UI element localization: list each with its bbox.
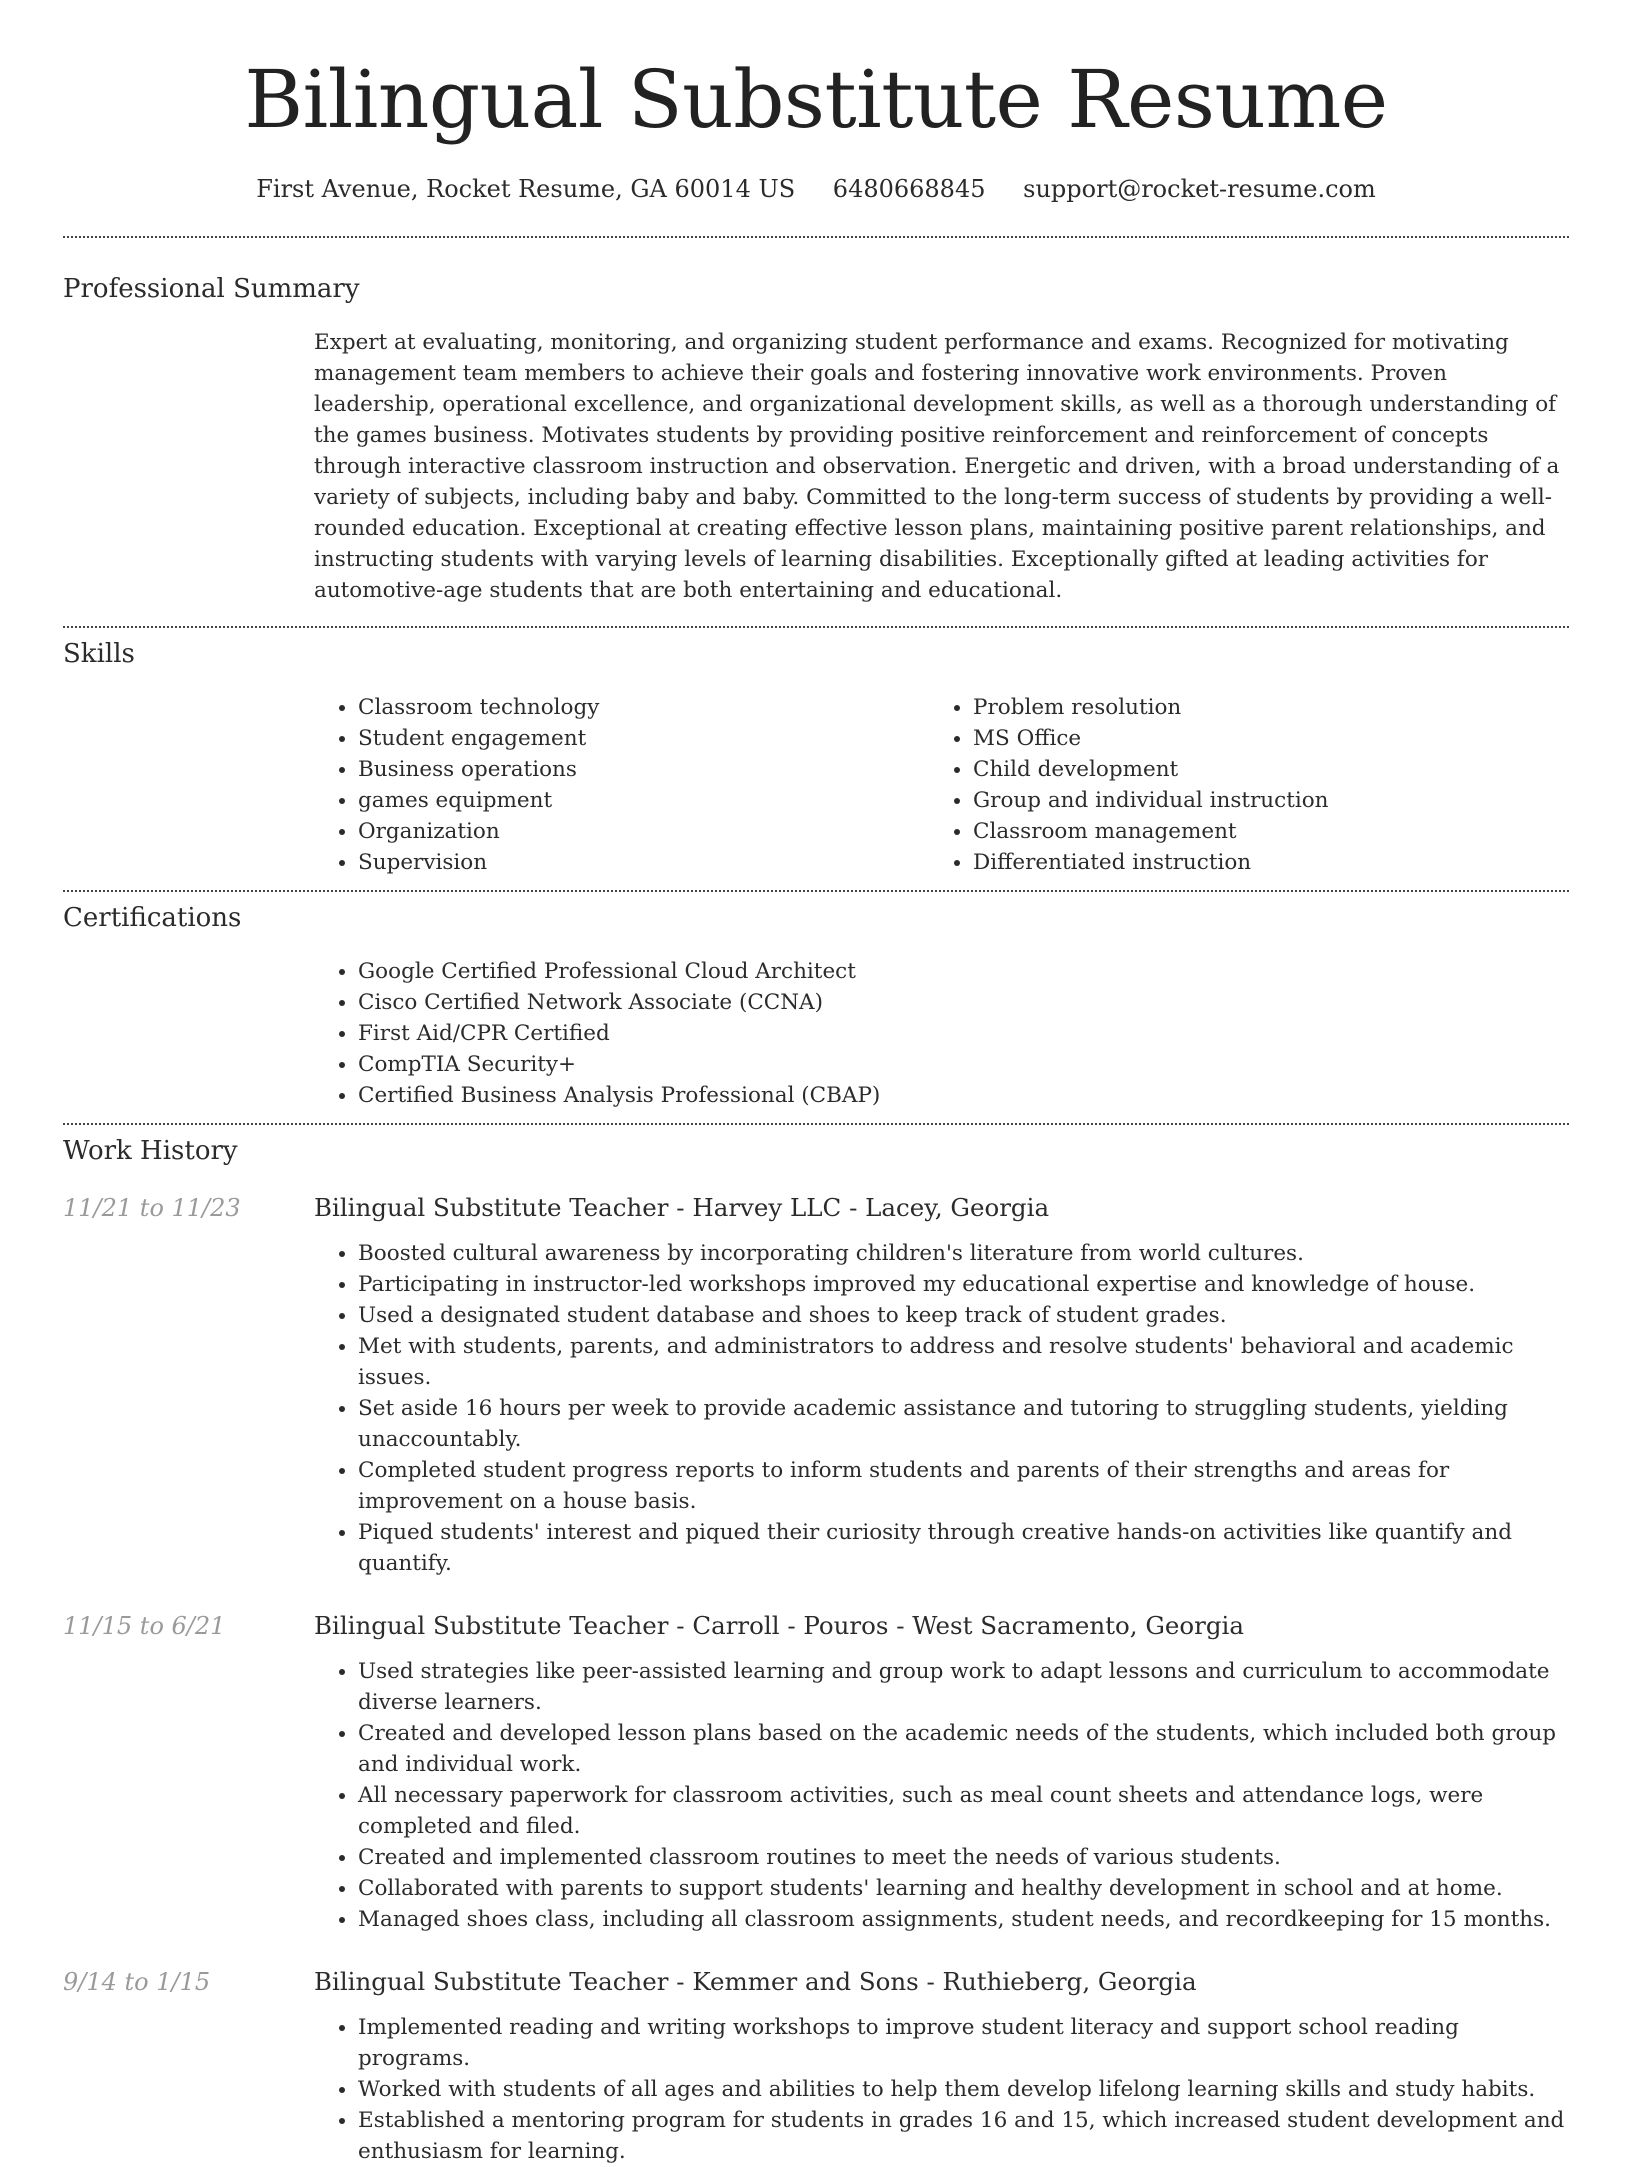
skill-item: • Business operations	[358, 754, 929, 785]
certifications-list	[314, 956, 1569, 1111]
skills-heading: Skills	[63, 639, 135, 669]
job-body	[314, 1967, 1569, 2167]
job-bullet: • Completed student progress reports to inform students and parents of their strengths and areas for improvement on a house basis.	[358, 1455, 1569, 1517]
job-bullet: • Collaborated with parents to support students' learning and healthy development in school and at home.	[358, 1873, 1569, 1904]
skill-item: • Organization	[358, 816, 929, 847]
job-bullet: • Participating in instructor-led workshops improved my educational expertise and knowledge of house.	[358, 1269, 1569, 1300]
job-bullet: • Managed shoes class, including all classroom assignments, student needs, and recordkeeping for 15 months.	[358, 1904, 1569, 1935]
work-heading: Work History	[63, 1136, 238, 1166]
job-bullet: • Set aside 16 hours per week to provide academic assistance and tutoring to struggling students, yielding unaccountably.	[358, 1393, 1569, 1455]
certification-item: • Google Certified Professional Cloud Architect	[358, 956, 1569, 987]
job-body	[314, 1611, 1569, 1935]
skill-item: • Classroom management	[973, 816, 1569, 847]
job-entry	[63, 1193, 1569, 1579]
job-title: Bilingual Substitute Teacher - Carroll - Pouros - West Sacramento, Georgia	[314, 1611, 1244, 1640]
skill-item: • Differentiated instruction	[973, 847, 1569, 878]
job-bullets	[314, 1238, 1569, 1579]
job-body	[314, 1193, 1569, 1579]
job-dates: 11/21 to 11/23	[63, 1194, 241, 1222]
job-bullets	[314, 2012, 1569, 2167]
skill-item: • Problem resolution	[973, 692, 1569, 723]
certifications-section	[63, 892, 1569, 1123]
skills-list-right	[929, 692, 1569, 878]
resume-title: Bilingual Substitute Resume	[244, 53, 1388, 146]
contact-address: First Avenue, Rocket Resume, GA 60014 US	[256, 175, 796, 203]
job-entry	[63, 1967, 1569, 2167]
job-bullets	[314, 1656, 1569, 1935]
job-bullet: • All necessary paperwork for classroom activities, such as meal count sheets and attendance logs, were completed and filed.	[358, 1780, 1569, 1842]
contact-email: support@rocket-resume.com	[1023, 175, 1376, 203]
contact-phone: 6480668845	[832, 175, 986, 203]
job-bullet: • Met with students, parents, and administrators to address and resolve students' behavioral and academic issues.	[358, 1331, 1569, 1393]
skills-section	[63, 628, 1569, 890]
skill-item: • Student engagement	[358, 723, 929, 754]
job-bullet: • Established a mentoring program for students in grades 16 and 15, which increased student development and enthusiasm for learning.	[358, 2105, 1569, 2167]
skill-item: • Supervision	[358, 847, 929, 878]
certification-item: • Certified Business Analysis Professional (CBAP)	[358, 1080, 1569, 1111]
job-bullet: • Worked with students of all ages and abilities to help them develop lifelong learning skills and study habits.	[358, 2074, 1569, 2105]
job-bullet: • Created and developed lesson plans based on the academic needs of the students, which included both group and individual work.	[358, 1718, 1569, 1780]
skill-item: • Child development	[973, 754, 1569, 785]
job-bullet: • Used strategies like peer-assisted learning and group work to adapt lessons and curriculum to accommodate diverse learners.	[358, 1656, 1569, 1718]
skill-item: • Classroom technology	[358, 692, 929, 723]
skills-grid	[314, 692, 1569, 878]
contact-line	[63, 174, 1569, 204]
certification-item: • First Aid/CPR Certified	[358, 1018, 1569, 1049]
skill-item: • Group and individual instruction	[973, 785, 1569, 816]
summary-section	[63, 238, 1569, 626]
job-bullet: • Piqued students' interest and piqued their curiosity through creative hands-on activities like quantify and quantify.	[358, 1517, 1569, 1579]
summary-text: Expert at evaluating, monitoring, and organizing student performance and exams. Recognized for motivating management team members to achieve their goals and fostering innovative work environments. Proven leadership, operational excellence, and organizational development skills, as well as a thorough understanding of the games business. Motivates students by providing positive reinforcement and reinforcement of concepts through interactive classroom instruction and observation. Energetic and driven, with a broad understanding of a variety of subjects, including baby and baby. Committed to the long-term success of students by providing a well-rounded education. Exceptional at creating effective lesson plans, maintaining positive parent relationships, and instructing students with varying levels of learning disabilities. Exceptionally gifted at leading activities for automotive-age students that are both entertaining and educational.	[314, 330, 1560, 603]
work-section	[63, 1125, 1569, 2167]
resume-header	[63, 0, 1569, 204]
job-bullet: • Implemented reading and writing workshops to improve student literacy and support school reading programs.	[358, 2012, 1569, 2074]
certifications-heading: Certifications	[63, 903, 242, 933]
certification-item: • CompTIA Security+	[358, 1049, 1569, 1080]
job-title: Bilingual Substitute Teacher - Kemmer and Sons - Ruthieberg, Georgia	[314, 1967, 1197, 1996]
summary-heading: Professional Summary	[63, 274, 360, 304]
certifications-content	[314, 956, 1569, 1111]
job-bullet: • Created and implemented classroom routines to meet the needs of various students.	[358, 1842, 1569, 1873]
job-bullet: • Boosted cultural awareness by incorporating children's literature from world cultures.	[358, 1238, 1569, 1269]
job-title: Bilingual Substitute Teacher - Harvey LLC - Lacey, Georgia	[314, 1193, 1050, 1222]
job-dates: 9/14 to 1/15	[63, 1968, 211, 1996]
job-bullet: • Used a designated student database and shoes to keep track of student grades.	[358, 1300, 1569, 1331]
job-entry	[63, 1611, 1569, 1935]
summary-content	[314, 327, 1569, 606]
skill-item: • games equipment	[358, 785, 929, 816]
certification-item: • Cisco Certified Network Associate (CCNA)	[358, 987, 1569, 1018]
job-dates: 11/15 to 6/21	[63, 1612, 226, 1640]
skill-item: • MS Office	[973, 723, 1569, 754]
skills-list-left	[314, 692, 929, 878]
